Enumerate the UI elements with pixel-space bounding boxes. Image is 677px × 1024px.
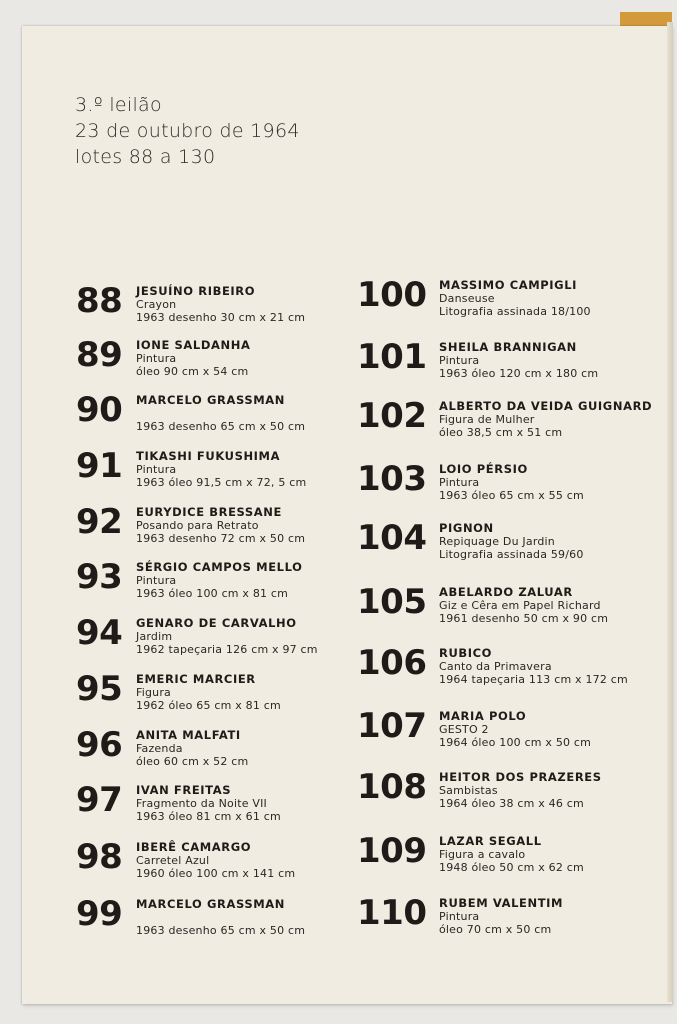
artist-name: LOIO PÉRSIO [439,462,528,476]
lot-number: 97 [76,780,123,820]
work-title: Sambistas [439,784,498,797]
work-title: Repiquage Du Jardin [439,535,555,548]
work-details: óleo 90 cm x 54 cm [136,365,249,378]
work-title: Carretel Azul [136,854,210,867]
work-details: óleo 38,5 cm x 51 cm [439,426,563,439]
work-title: Pintura [136,574,177,587]
work-details: 1964 tapeçaria 113 cm x 172 cm [439,673,628,686]
folder-tab [620,12,672,26]
lot-number: 104 [357,518,427,558]
lot-number: 89 [76,335,123,375]
work-details: óleo 60 cm x 52 cm [136,755,249,768]
artist-name: TIKASHI FUKUSHIMA [136,449,281,463]
artist-name: RUBICO [439,646,493,660]
work-title: Posando para Retrato [136,519,259,532]
work-details: 1963 óleo 81 cm x 61 cm [136,810,281,823]
artist-name: EURYDICE BRESSANE [136,505,282,519]
work-title: Figura a cavalo [439,848,526,861]
lot-number: 98 [76,837,123,877]
work-details: 1963 óleo 65 cm x 55 cm [439,489,584,502]
lot-number: 93 [76,557,123,597]
work-details: 1963 óleo 120 cm x 180 cm [439,367,599,380]
work-details: 1963 óleo 91,5 cm x 72, 5 cm [136,476,307,489]
artist-name: LAZAR SEGALL [439,834,542,848]
lot-range: lotes 88 a 130 [75,146,216,168]
work-title: Crayon [136,298,177,311]
auction-number: 3.º leilão [75,94,162,116]
work-title: Danseuse [439,292,495,305]
lot-number: 106 [357,643,427,683]
lot-number: 91 [76,446,123,486]
work-title [136,911,305,924]
work-title: Figura de Mulher [439,413,535,426]
lot-number: 99 [76,894,123,934]
work-title: Jardim [136,630,173,643]
lot-number: 102 [357,396,427,436]
work-title: GESTO 2 [439,723,489,736]
artist-name: SHEILA BRANNIGAN [439,340,577,354]
work-title: Pintura [439,910,480,923]
artist-name: SÉRGIO CAMPOS MELLO [136,560,303,574]
lot-number: 105 [357,582,427,622]
artist-name: GENARO DE CARVALHO [136,616,297,630]
work-details: óleo 70 cm x 50 cm [439,923,552,936]
work-details: Litografia assinada 59/60 [439,548,584,561]
lot-number: 100 [357,275,427,315]
work-details: 1962 óleo 65 cm x 81 cm [136,699,281,712]
work-title: Pintura [439,354,480,367]
lot-number: 88 [76,281,123,321]
artist-name: RUBEM VALENTIM [439,896,564,910]
artist-name: ANITA MALFATI [136,728,241,742]
work-title: Fragmento da Noite VII [136,797,267,810]
lot-number: 94 [76,613,123,653]
work-details: 1960 óleo 100 cm x 141 cm [136,867,296,880]
lot-number: 92 [76,502,123,542]
artist-name: IVAN FREITAS [136,783,232,797]
work-details: 1948 óleo 50 cm x 62 cm [439,861,584,874]
work-title: Fazenda [136,742,183,755]
lot-number: 95 [76,669,123,709]
auction-header [75,92,300,170]
artist-name: ALBERTO DA VEIDA GUIGNARD [439,399,653,413]
lot-number: 108 [357,767,427,807]
artist-name: HEITOR DOS PRAZERES [439,770,602,784]
artist-name: IBERÊ CAMARGO [136,840,252,854]
work-details: Litografia assinada 18/100 [439,305,591,318]
artist-name: MARCELO GRASSMAN [136,393,286,407]
page-edge [667,22,673,1002]
artist-name: MASSIMO CAMPIGLI [439,278,578,292]
lot-number: 109 [357,831,427,871]
lot-number: 110 [357,893,427,933]
auction-date: 23 de outubro de 1964 [75,120,300,142]
lot-number: 103 [357,459,427,499]
artist-name: MARIA POLO [439,709,527,723]
artist-name: ABELARDO ZALUAR [439,585,573,599]
lot-number: 107 [357,706,427,746]
lot-number: 90 [76,390,123,430]
work-details: 1964 óleo 100 cm x 50 cm [439,736,592,749]
work-details: 1963 desenho 30 cm x 21 cm [136,311,306,324]
work-details: 1963 óleo 100 cm x 81 cm [136,587,289,600]
work-title: Pintura [439,476,480,489]
lot-number: 101 [357,337,427,377]
work-title: Canto da Primavera [439,660,552,673]
work-title [136,407,305,420]
work-title: Pintura [136,352,177,365]
work-details: 1963 desenho 65 cm x 50 cm [136,420,306,433]
work-details: 1961 desenho 50 cm x 90 cm [439,612,609,625]
work-details: 1963 desenho 72 cm x 50 cm [136,532,306,545]
work-title: Figura [136,686,172,699]
work-details: 1964 óleo 38 cm x 46 cm [439,797,584,810]
work-title: Pintura [136,463,177,476]
work-details: 1963 desenho 65 cm x 50 cm [136,924,306,937]
lot-number: 96 [76,725,123,765]
artist-name: IONE SALDANHA [136,338,251,352]
work-details: 1962 tapeçaria 126 cm x 97 cm [136,643,318,656]
artist-name: MARCELO GRASSMAN [136,897,286,911]
work-title: Giz e Cêra em Papel Richard [439,599,601,612]
artist-name: PIGNON [439,521,494,535]
artist-name: EMERIC MARCIER [136,672,256,686]
artist-name: JESUÍNO RIBEIRO [136,284,256,298]
